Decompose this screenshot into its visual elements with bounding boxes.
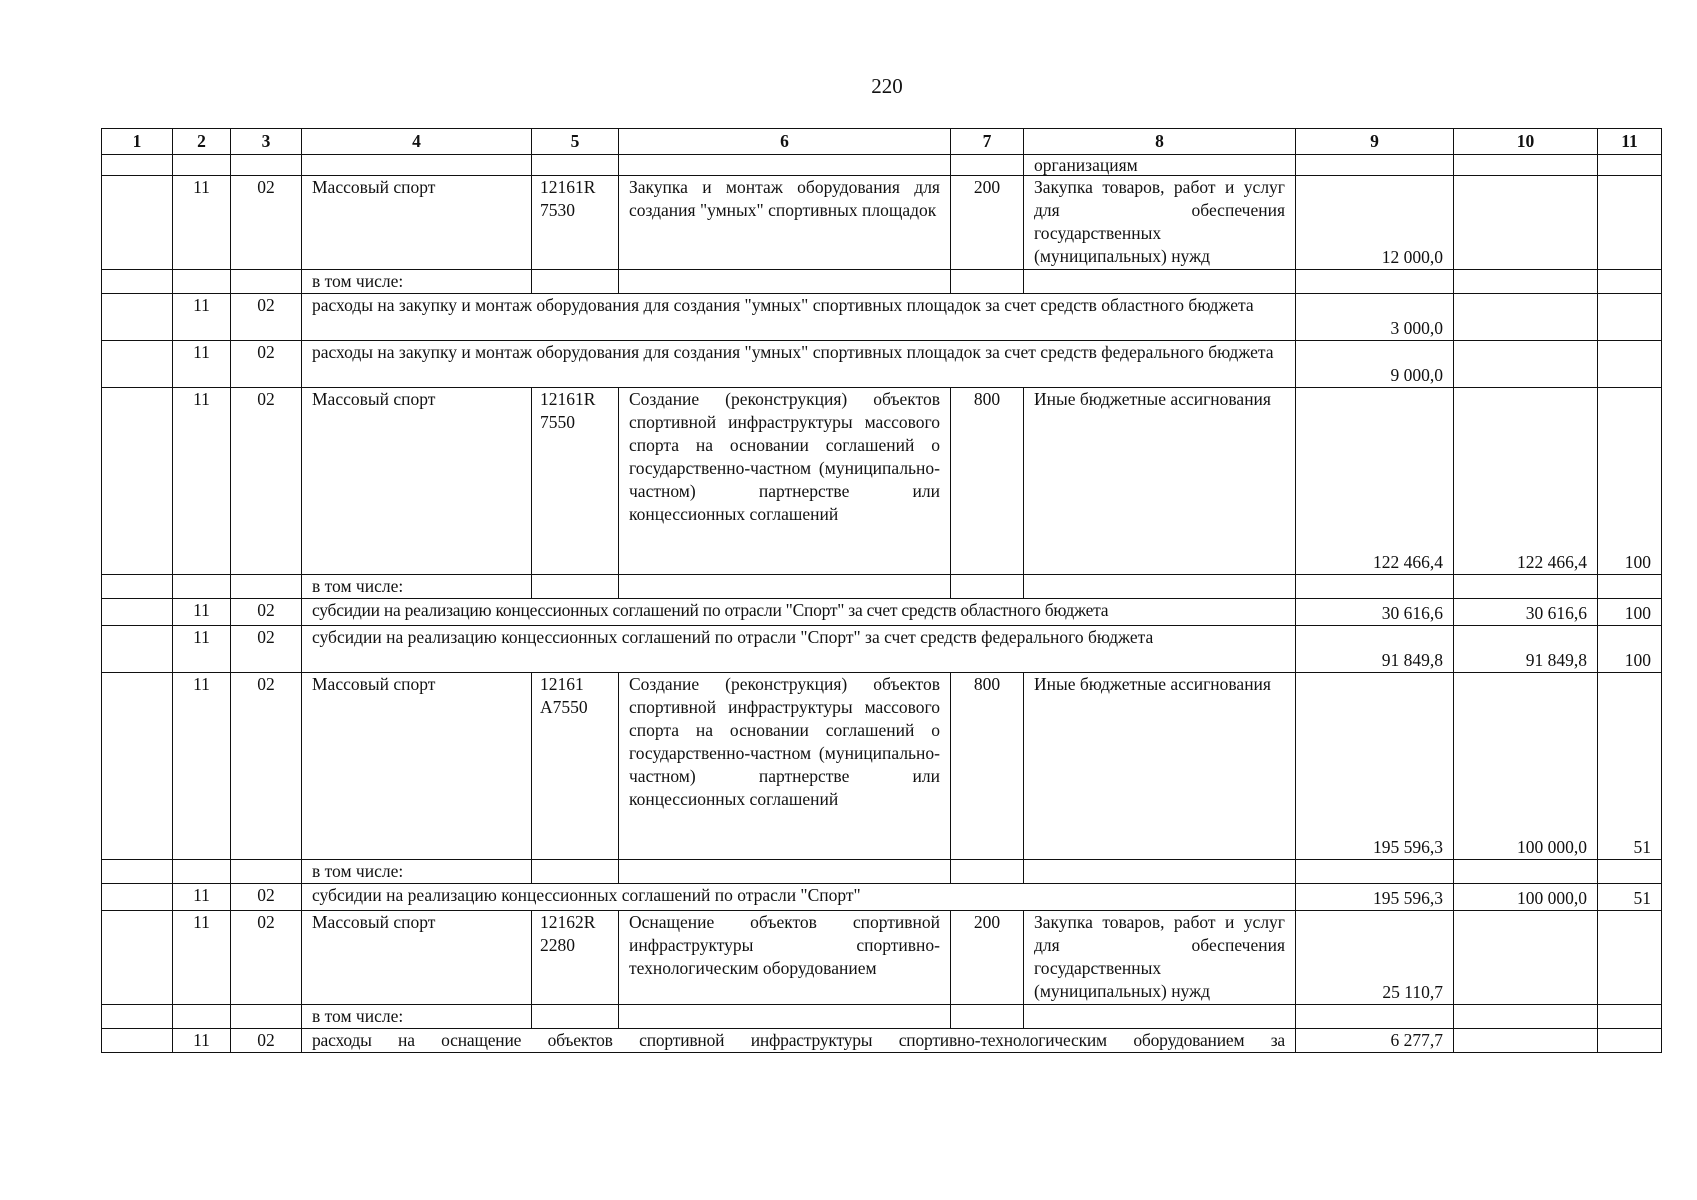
- cell-purpose: Создание (реконструкция) объектов спортивной инфраструктуры массового спорта на основании соглашений о государственно-частном (муниципально-частном) партнерстве или концессионных соглашений: [619, 388, 951, 575]
- cell-amount-2: 91 849,8: [1454, 626, 1598, 673]
- cell-amount-2: [1454, 1029, 1598, 1053]
- cell-amount-2: 30 616,6: [1454, 599, 1598, 626]
- cell-amount: 122 466,4: [1296, 388, 1454, 575]
- cell-subsection: 02: [231, 1029, 302, 1053]
- cell-amount: 195 596,3: [1296, 673, 1454, 860]
- cell-name: Массовый спорт: [302, 176, 532, 270]
- col-header: 4: [302, 129, 532, 155]
- cell-amount: 30 616,6: [1296, 599, 1454, 626]
- cell-name: Массовый спорт: [302, 911, 532, 1005]
- header-row: [102, 129, 1662, 155]
- col-header: 11: [1598, 129, 1662, 155]
- cell-subsection: 02: [231, 673, 302, 860]
- cell-section: 11: [173, 599, 231, 626]
- cell-percent: 51: [1598, 673, 1662, 860]
- cell-purpose: Закупка и монтаж оборудования для создания "умных" спортивных площадок: [619, 176, 951, 270]
- table-row: [102, 911, 1662, 1005]
- col-header: 10: [1454, 129, 1598, 155]
- cell-name: Массовый спорт: [302, 673, 532, 860]
- cell-subsection: 02: [231, 911, 302, 1005]
- cell-code: 12161R 7530: [532, 176, 619, 270]
- cell-label: в том числе:: [302, 1005, 532, 1029]
- cell-description: субсидии на реализацию концессионных соглашений по отрасли "Спорт" за счет средств областного бюджета: [302, 599, 1296, 626]
- cell-code: 12161 А7550: [532, 673, 619, 860]
- col-header: 3: [231, 129, 302, 155]
- cell-subsection: 02: [231, 294, 302, 341]
- cell-expense-type: Иные бюджетные ассигнования: [1024, 673, 1296, 860]
- table-row: [102, 388, 1662, 575]
- table-row: [102, 860, 1662, 884]
- table-row: [102, 294, 1662, 341]
- cell-amount: 12 000,0: [1296, 176, 1454, 270]
- table-row: [102, 176, 1662, 270]
- cell-percent: [1598, 911, 1662, 1005]
- table-row: [102, 341, 1662, 388]
- cell-section: 11: [173, 626, 231, 673]
- cell-subsection: 02: [231, 884, 302, 911]
- cell-subsection: 02: [231, 599, 302, 626]
- cell-expense-code: 800: [951, 673, 1024, 860]
- table-row: [102, 1029, 1662, 1053]
- cell-amount-2: [1454, 294, 1598, 341]
- cell-percent: [1598, 294, 1662, 341]
- cell-amount: 25 110,7: [1296, 911, 1454, 1005]
- cell-expense-type: организациям: [1024, 155, 1296, 176]
- table-row: [102, 673, 1662, 860]
- col-header: 1: [102, 129, 173, 155]
- cell-percent: 100: [1598, 388, 1662, 575]
- cell-amount-2: 122 466,4: [1454, 388, 1598, 575]
- cell-description: расходы на закупку и монтаж оборудования для создания "умных" спортивных площадок за счет средств областного бюджета: [302, 294, 1296, 341]
- table-row: [102, 575, 1662, 599]
- cell-percent: 100: [1598, 599, 1662, 626]
- cell-section: 11: [173, 388, 231, 575]
- cell-amount-2: 100 000,0: [1454, 884, 1598, 911]
- col-header: 5: [532, 129, 619, 155]
- col-header: 7: [951, 129, 1024, 155]
- cell-purpose: Создание (реконструкция) объектов спортивной инфраструктуры массового спорта на основании соглашений о государственно-частном (муниципально-частном) партнерстве или концессионных соглашений: [619, 673, 951, 860]
- cell-label: в том числе:: [302, 860, 532, 884]
- cell-amount: 91 849,8: [1296, 626, 1454, 673]
- cell-subsection: 02: [231, 341, 302, 388]
- table-row: [102, 884, 1662, 911]
- cell-code: 12161R 7550: [532, 388, 619, 575]
- cell-section: 11: [173, 884, 231, 911]
- cell-description: субсидии на реализацию концессионных соглашений по отрасли "Спорт": [302, 884, 1296, 911]
- table-row: [102, 626, 1662, 673]
- cell-amount-2: [1454, 176, 1598, 270]
- cell-description: субсидии на реализацию концессионных соглашений по отрасли "Спорт" за счет средств федерального бюджета: [302, 626, 1296, 673]
- cell-description: расходы на закупку и монтаж оборудования для создания "умных" спортивных площадок за счет средств федерального бюджета: [302, 341, 1296, 388]
- cell-label: в том числе:: [302, 270, 532, 294]
- cell-section: 11: [173, 294, 231, 341]
- cell-section: 11: [173, 673, 231, 860]
- col-header: 9: [1296, 129, 1454, 155]
- cell-percent: [1598, 1029, 1662, 1053]
- cell-percent: 51: [1598, 884, 1662, 911]
- cell-percent: 100: [1598, 626, 1662, 673]
- cell-percent: [1598, 176, 1662, 270]
- cell-expense-code: 200: [951, 176, 1024, 270]
- table-row: [102, 599, 1662, 626]
- cell-expense-type: Закупка товаров, работ и услуг для обеспечения государственных (муниципальных) нужд: [1024, 911, 1296, 1005]
- cell-expense-code: 800: [951, 388, 1024, 575]
- cell-amount-2: 100 000,0: [1454, 673, 1598, 860]
- cell-expense-type: Закупка товаров, работ и услуг для обеспечения государственных (муниципальных) нужд: [1024, 176, 1296, 270]
- page-number: 220: [871, 74, 903, 98]
- cell-purpose: Оснащение объектов спортивной инфраструктуры спортивно-технологическим оборудованием: [619, 911, 951, 1005]
- cell-section: 11: [173, 911, 231, 1005]
- cell-label: в том числе:: [302, 575, 532, 599]
- table-row: [102, 155, 1662, 176]
- col-header: 2: [173, 129, 231, 155]
- cell-percent: [1598, 341, 1662, 388]
- table-row: [102, 270, 1662, 294]
- cell-amount-2: [1454, 911, 1598, 1005]
- cell-description: расходы на оснащение объектов спортивной инфраструктуры спортивно-технологическим оборудованием за: [302, 1029, 1296, 1053]
- cell-subsection: 02: [231, 626, 302, 673]
- table-row: [102, 1005, 1662, 1029]
- cell-expense-type: Иные бюджетные ассигнования: [1024, 388, 1296, 575]
- cell-subsection: 02: [231, 176, 302, 270]
- cell-section: 11: [173, 1029, 231, 1053]
- budget-table: [101, 128, 1662, 1053]
- cell-section: 11: [173, 176, 231, 270]
- col-header: 8: [1024, 129, 1296, 155]
- cell-amount: 3 000,0: [1296, 294, 1454, 341]
- cell-amount: 195 596,3: [1296, 884, 1454, 911]
- cell-subsection: 02: [231, 388, 302, 575]
- col-header: 6: [619, 129, 951, 155]
- cell-code: 12162R 2280: [532, 911, 619, 1005]
- cell-section: 11: [173, 341, 231, 388]
- cell-amount: 9 000,0: [1296, 341, 1454, 388]
- cell-amount: 6 277,7: [1296, 1029, 1454, 1053]
- cell-name: Массовый спорт: [302, 388, 532, 575]
- cell-amount-2: [1454, 341, 1598, 388]
- cell-expense-code: 200: [951, 911, 1024, 1005]
